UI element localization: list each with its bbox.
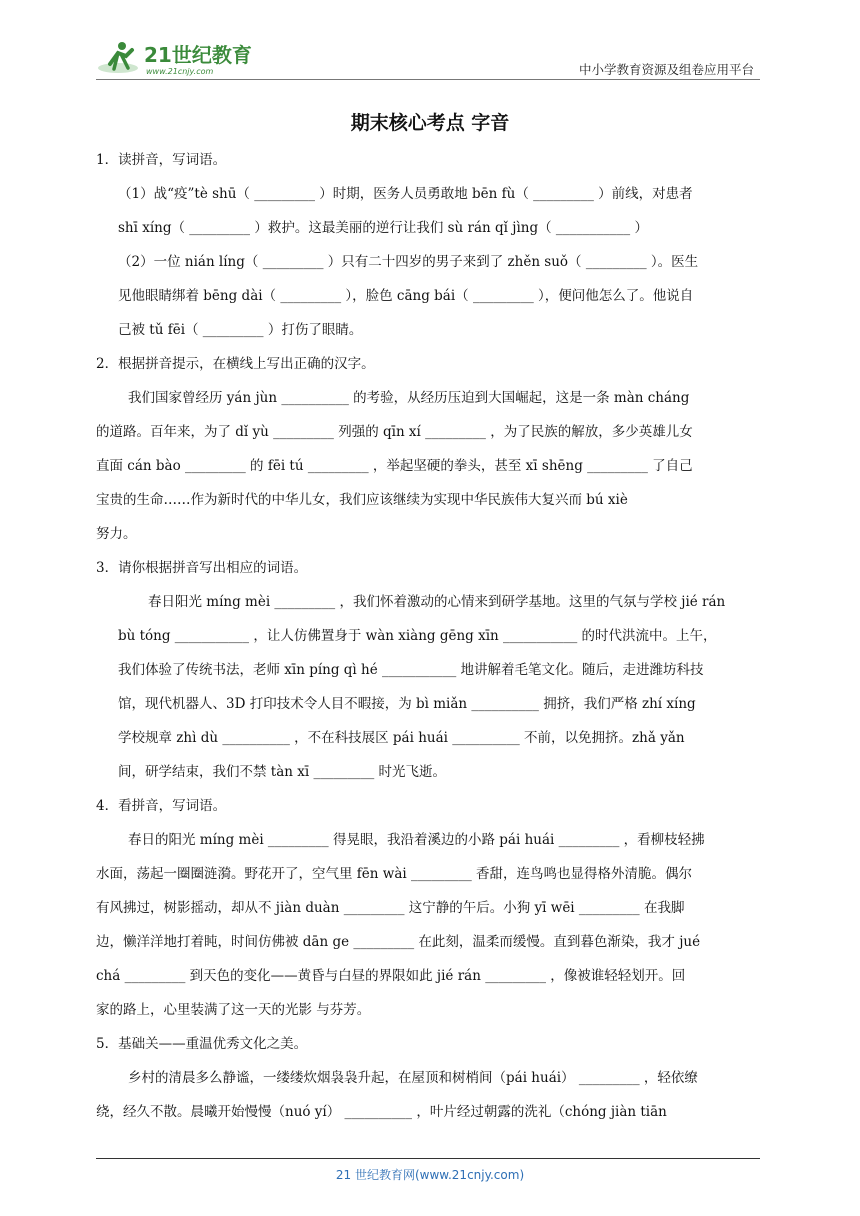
q4-line-6: 家的路上，心里装满了这一天的光影 与芬芳。 [96, 1002, 371, 1018]
q3-line-2: bù tóng ___________ ，让人仿佛置身于 wàn xiàng gēng xīn ___________ 的时代洪流中。上午， [118, 628, 717, 644]
q3-line-4: 馆，现代机器人、3D 打印技术令人目不暇接，为 bì miǎn __________ 拥挤，我们严格 zhí xíng [118, 696, 696, 712]
platform-name: 中小学教育资源及组卷应用平台 [578, 62, 754, 77]
footer-divider [96, 1158, 760, 1159]
logo-icon [96, 38, 256, 78]
q3-stem: 3．请你根据拼音写出相应的词语。 [96, 560, 308, 576]
q1-line-2: shī xíng（ _________ ）救护。这最美丽的逆行让我们 sù rán qǐ jìng（ ___________ ） [118, 220, 648, 236]
footer-link[interactable]: 21 世纪教育网(www.21cnjy.com) [335, 1168, 525, 1182]
q4-line-5: chá _________ 到天色的变化——黄昏与白昼的界限如此 jié rán _________ ，像被谁轻轻划开。回 [96, 968, 686, 984]
q3-line-3: 我们体验了传统书法，老师 xīn píng qì hé ___________ 地讲解着毛笔文化。随后，走进潍坊科技 [118, 662, 704, 678]
q2-line-4: 宝贵的生命……作为新时代的中华儿女，我们应该继续为实现中华民族伟大复兴而 bú xiè [96, 492, 628, 508]
q1-line-4: 见他眼睛绑着 bēng dài（ _________ ），脸色 cāng bái（ _________ ），便问他怎么了。他说自 [118, 288, 694, 304]
page-title: 期末核心考点 字音 [350, 112, 510, 134]
q2-line-1: 我们国家曾经历 yán jùn __________ 的考验，从经历压迫到大国崛起，这是一条 màn cháng [128, 390, 690, 406]
q5-stem: 5．基础关——重温优秀文化之美。 [96, 1036, 308, 1052]
q2-stem: 2．根据拼音提示，在横线上写出正确的汉字。 [96, 356, 375, 372]
q5-line-2: 绕，经久不散。晨曦开始慢慢（nuó yí） __________ ，叶片经过朝露的洗礼（chóng jiàn tiān [96, 1104, 667, 1120]
q4-line-4: 边，懒洋洋地打着盹，时间仿佛被 dān ge _________ 在此刻，温柔而缓慢。直到暮色渐染，我才 jué [96, 934, 701, 950]
q1-line-3: （2）一位 nián líng（ _________ ）只有二十四岁的男子来到了 zhěn suǒ（ _________ ）。医生 [118, 254, 699, 270]
q1-line-1: （1）战“疫”tè shū（ _________ ）时期，医务人员勇敢地 bēn fù（ _________ ）前线，对患者 [118, 186, 693, 202]
q1-line-5: 己被 tǔ fēi（ _________ ）打伤了眼睛。 [118, 322, 363, 338]
q5-line-1: 乡村的清晨多么静谧，一缕缕炊烟袅袅升起，在屋顶和树梢间（pái huái） _________ ，轻依缭 [128, 1070, 698, 1086]
q2-line-2: 的道路。百年来，为了 dǐ yù _________ 列强的 qīn xí _________ ，为了民族的解放，多少英雄儿女 [96, 424, 693, 440]
logo-text: 21世纪教育 [144, 43, 252, 67]
q3-line-1: 春日阳光 míng mèi _________ ，我们怀着激动的心情来到研学基地。这里的气氛与学校 jié rán [148, 594, 726, 610]
q4-line-3: 有风拂过，树影摇动，却从不 jiàn duàn _________ 这宁静的午后。小狗 yī wēi _________ 在我脚 [96, 900, 685, 916]
header-divider [96, 79, 760, 80]
q4-stem: 4．看拼音，写词语。 [96, 798, 227, 814]
q4-line-1: 春日的阳光 míng mèi _________ 得晃眼，我沿着溪边的小路 pái huái _________ ，看柳枝轻拂 [128, 832, 705, 848]
q4-line-2: 水面，荡起一圈圈涟漪。野花开了，空气里 fēn wài _________ 香甜，连鸟鸣也显得格外清脆。偶尔 [96, 866, 693, 882]
page-header [96, 38, 760, 80]
q2-line-3: 直面 cán bào _________ 的 fēi tú _________ ，举起坚硬的拳头，甚至 xī shēng _________ 了自己 [96, 458, 693, 474]
q3-line-6: 间，研学结束，我们不禁 tàn xī _________ 时光飞逝。 [118, 764, 447, 780]
q2-line-5: 努力。 [96, 526, 137, 542]
q1-stem: 1．读拼音，写词语。 [96, 152, 227, 168]
logo-url: www.21cnjy.com [146, 67, 214, 76]
q3-line-5: 学校规章 zhì dù __________ ，不在科技展区 pái huái __________ 不前，以免拥挤。zhǎ yǎn [118, 730, 685, 746]
